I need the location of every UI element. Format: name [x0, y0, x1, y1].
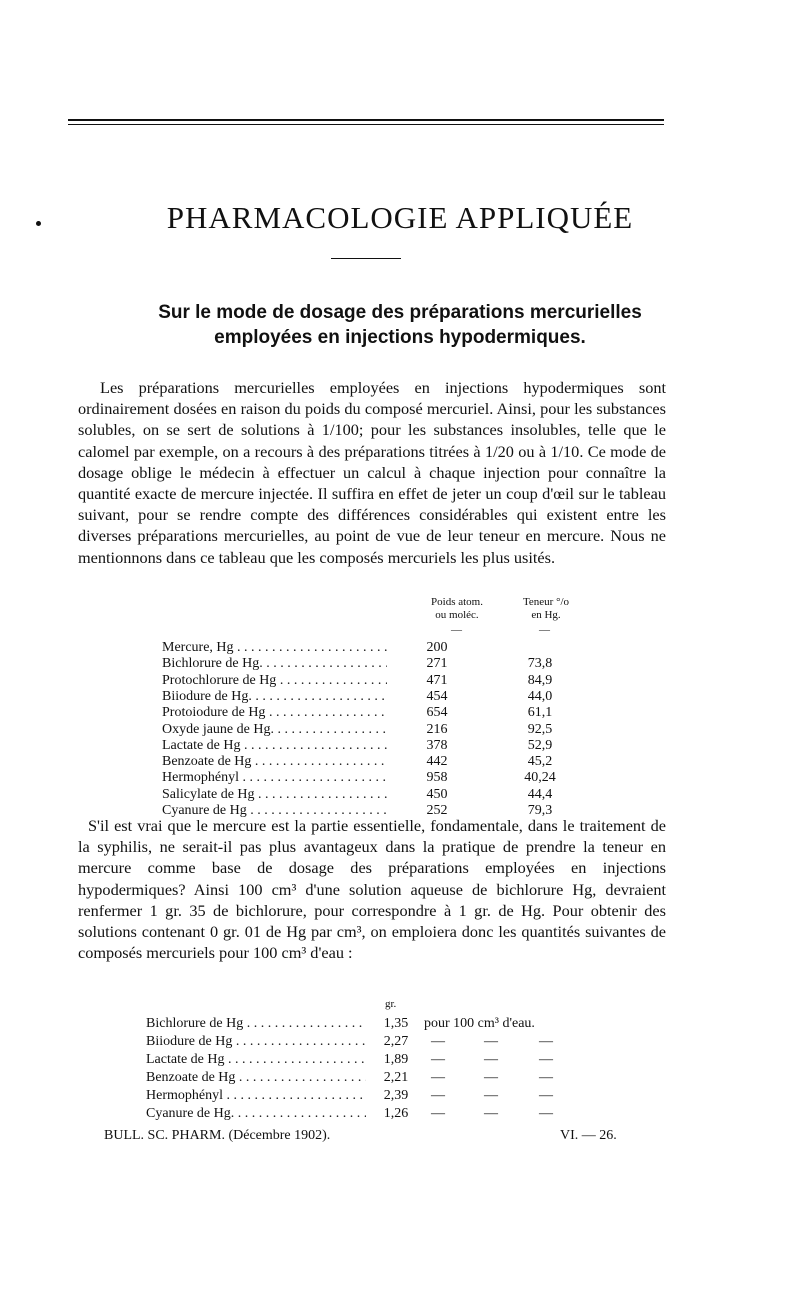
ditto-dash: —	[484, 1052, 498, 1067]
table-row	[162, 787, 622, 803]
table-row	[162, 754, 622, 770]
ditto-dash: —	[431, 1106, 445, 1121]
compound-weight: 442	[426, 754, 448, 770]
table2-unit-header: gr.	[385, 998, 397, 1010]
ditto-dash: —	[539, 1070, 553, 1085]
header-content-line-1: Teneur °/o	[522, 596, 570, 608]
header-rule-thick	[68, 119, 664, 121]
compound-weight: 252	[426, 803, 448, 818]
header-weight-dash: —	[451, 624, 462, 636]
table-row	[146, 1087, 586, 1104]
compound-weight: 378	[426, 737, 448, 753]
header-weight-line-2: ou moléc.	[435, 609, 479, 621]
compound-name: Benzoate de Hg . . .	[146, 1069, 366, 1086]
compound-weight: 200	[426, 640, 448, 655]
compound-hg-content: 79,3	[527, 803, 553, 818]
ditto-dash: —	[484, 1070, 498, 1085]
quantity-unit: pour 100 cm³ d'eau.	[424, 1016, 535, 1031]
compound-name: Mercure, Hg . . .	[162, 640, 387, 656]
compound-name: Oxyde jaune de Hg. . . .	[162, 722, 387, 738]
table-row	[146, 1015, 586, 1032]
page-number: VI. — 26.	[560, 1128, 617, 1143]
compound-hg-content: 61,1	[527, 705, 553, 721]
page-title: PHARMACOLOGIE APPLIQUÉE	[166, 200, 634, 235]
compound-name: Cyanure de Hg. . . .	[146, 1105, 366, 1122]
compound-name: Biiodure de Hg. . . .	[162, 689, 387, 705]
footer-citation: BULL. SC. PHARM. (Décembre 1902).	[104, 1128, 331, 1143]
table-row	[162, 689, 622, 705]
ditto-dash: —	[484, 1106, 498, 1121]
compound-name: Bichlorure de Hg . . .	[146, 1015, 366, 1032]
table-row	[162, 770, 622, 786]
table-row	[162, 738, 622, 754]
header-weight-line-1: Poids atom.	[431, 596, 483, 608]
table-row	[162, 656, 622, 672]
table1-header-weight	[412, 596, 502, 622]
compound-hg-content: 92,5	[527, 721, 553, 737]
title-divider	[331, 258, 401, 259]
ditto-dash: —	[484, 1088, 498, 1103]
compound-quantity: 2,27	[383, 1034, 409, 1049]
ditto-dash: —	[539, 1034, 553, 1049]
compound-name: Biiodure de Hg . . .	[146, 1033, 366, 1050]
compound-hg-content: 44,4	[527, 786, 553, 802]
paragraph-proposal: S'il est vrai que le mercure est la partie essentielle, fondamentale, dans le traitement de la syphilis, ne serait-il pas plus avantageux dans la pratique de prendre la teneur en mercure comme base de dosage des préparations employées en injections hypodermiques? Ainsi 100 cm³ d'une solution aqueuse de bichlorure Hg, devraient renfermer 1 gr. 35 de bichlorure, pour correspondre à 1 gr. de Hg. Pour obtenir des solutions contenant 0 gr. 01 de Hg par cm³, on emploiera donc les quantités suivantes de composés mercuriels pour 100 cm³ d'eau :	[78, 816, 666, 963]
table1-header-content	[500, 596, 592, 622]
ditto-dash: —	[431, 1088, 445, 1103]
ditto-dash: —	[431, 1070, 445, 1085]
table-row	[146, 1033, 586, 1050]
compound-hg-content: 73,8	[527, 656, 553, 672]
compound-name: Benzoate de Hg . . .	[162, 754, 387, 770]
table-row	[162, 722, 622, 738]
compound-weight: 450	[426, 786, 448, 802]
table-row	[162, 705, 622, 721]
table-row	[162, 673, 622, 689]
paragraph-intro: Les préparations mercurielles employées en injections hypodermiques sont ordinairement dosées en raison du poids du composé mercuriel. Ainsi, pour les substances solubles, on se sert de solutions à 1/100; pour les substances insolubles, telle que le calomel par exemple, on a recours à des préparations titrées à 1/20 ou à 1/10. Ce mode de dosage oblige le médecin à effectuer un calcul à chaque injection pour connaître la quantité exacte de mercure injectée. Il suffira en effet de jeter un coup d'œil sur le tableau suivant, pour se rendre compte des différences considérables qui existent entre les diverses préparations mercurielles, au point de vue de leur teneur en mercure. Nous ne mentionnons dans ce tableau que les composés mercuriels les plus usités.	[78, 378, 666, 567]
table-row	[146, 1105, 586, 1122]
compound-quantity: 2,21	[383, 1070, 409, 1085]
compound-name: Salicylate de Hg . . .	[162, 787, 387, 803]
compound-quantity: 1,35	[383, 1016, 409, 1031]
compound-weight: 454	[426, 688, 448, 704]
compound-name: Hermophényl . . .	[146, 1087, 366, 1104]
table-row	[146, 1069, 586, 1086]
compound-quantity: 1,26	[383, 1106, 409, 1121]
compound-weight: 271	[426, 656, 448, 672]
ditto-dash: —	[484, 1034, 498, 1049]
compound-name: Lactate de Hg . . .	[146, 1051, 366, 1068]
ditto-dash: —	[539, 1052, 553, 1067]
subtitle-line-1: Sur le mode de dosage des préparations mercurielles	[158, 302, 642, 323]
compound-hg-content: 52,9	[527, 737, 553, 753]
compound-quantity: 2,39	[383, 1088, 409, 1103]
ditto-dash: —	[539, 1106, 553, 1121]
compound-hg-content: 84,9	[527, 672, 553, 688]
ditto-dash: —	[431, 1034, 445, 1049]
table-row	[162, 640, 622, 656]
compound-name: Lactate de Hg . . .	[162, 738, 387, 754]
header-rule-thin	[68, 124, 664, 125]
compound-hg-content: 45,2	[527, 754, 553, 770]
compound-quantity: 1,89	[383, 1052, 409, 1067]
compound-hg-content: 40,24	[524, 770, 556, 786]
compound-hg-content: 44,0	[527, 688, 553, 704]
compound-name: Cyanure de Hg . . .	[162, 803, 387, 819]
compound-weight: 216	[426, 721, 448, 737]
header-content-line-2: en Hg.	[531, 609, 561, 621]
compound-name: Bichlorure de Hg. . . .	[162, 656, 387, 672]
compound-weight: 471	[426, 672, 448, 688]
ditto-dash: —	[539, 1088, 553, 1103]
table-row	[146, 1051, 586, 1068]
compound-name: Protochlorure de Hg . . .	[162, 673, 387, 689]
compound-weight: 958	[426, 770, 448, 786]
article-subtitle	[60, 300, 740, 350]
compound-name: Hermophényl . . .	[162, 770, 387, 786]
header-content-dash: —	[539, 624, 550, 636]
subtitle-line-2: employées en injections hypodermiques.	[214, 327, 586, 348]
compound-name: Protoiodure de Hg . . .	[162, 705, 387, 721]
compound-weight: 654	[426, 705, 448, 721]
ditto-dash: —	[431, 1052, 445, 1067]
